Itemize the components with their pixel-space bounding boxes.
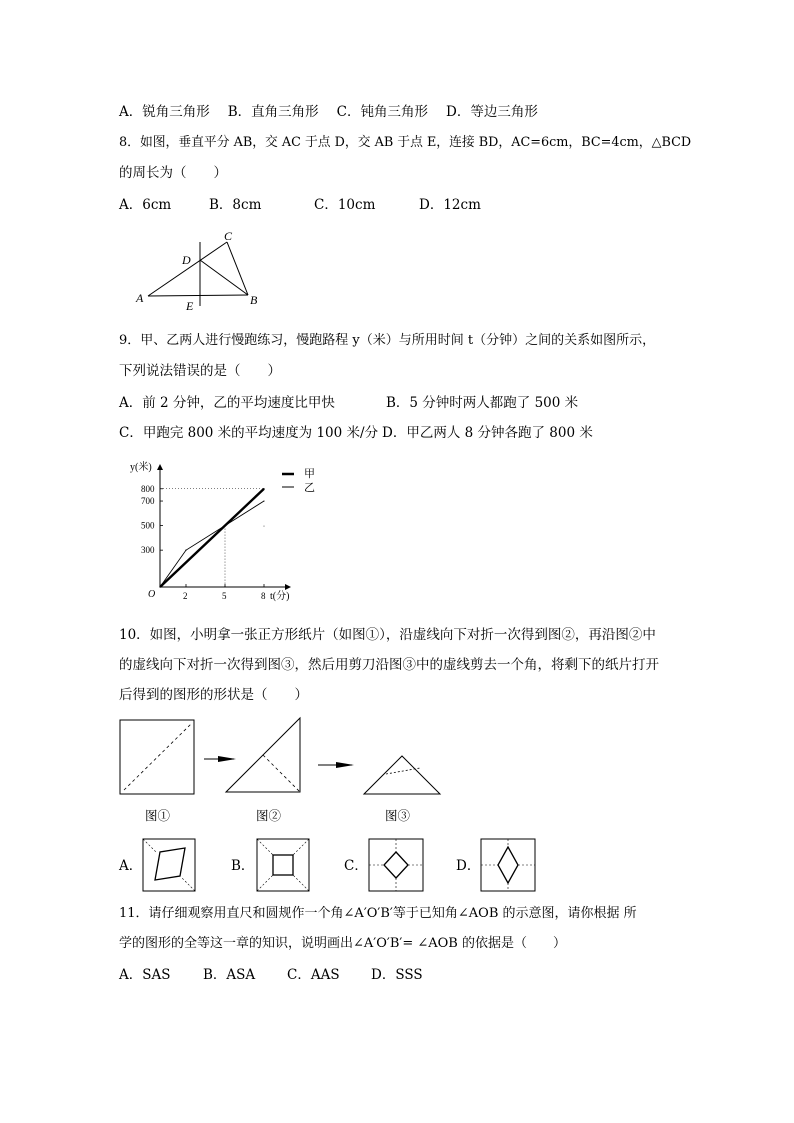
x-axis-label: t(分) bbox=[270, 591, 290, 602]
q9-options-row2 bbox=[119, 423, 593, 443]
legend-label-jia: 甲 bbox=[304, 468, 315, 480]
chart-legend bbox=[282, 467, 315, 494]
arrow-1-head bbox=[218, 756, 236, 762]
q11-option-c: C．AAS bbox=[287, 967, 340, 983]
q8-option-a: A．6cm bbox=[119, 197, 172, 213]
x-tick-label-2: 2 bbox=[183, 591, 188, 601]
q10-option-c-figure bbox=[368, 838, 424, 892]
segment-ab bbox=[148, 295, 248, 296]
q9-stem-line1: 9．甲、乙两人进行慢跑练习，慢跑路程 y（米）与所用时间 t（分钟）之间的关系如图所示， bbox=[119, 333, 656, 348]
point-yi-8 bbox=[263, 500, 264, 501]
q7-options bbox=[119, 102, 538, 122]
q9-option-c: C．甲跑完 800 米的平均速度为 100 米/分 bbox=[119, 425, 379, 441]
arrow-2-head bbox=[336, 762, 354, 768]
q10-option-b-label: B． bbox=[231, 858, 255, 874]
q7-option-b: B．直角三角形 bbox=[227, 104, 319, 120]
q9-chart bbox=[120, 455, 330, 610]
option-b-dash bbox=[293, 875, 309, 891]
q9-stem-line2: 下列说法错误的是（ ） bbox=[119, 363, 281, 379]
q8-stem-line1: 8．如图，垂直平分 AB，交 AC 于点 D，交 AB 于点 E，连接 BD，AC=6cm，BC=4cm，△BCD bbox=[119, 135, 692, 150]
origin-label: O bbox=[148, 589, 156, 600]
q10-option-a-figure bbox=[142, 838, 196, 892]
label-b: B bbox=[250, 293, 258, 307]
caption-fig2: 图② bbox=[256, 808, 282, 823]
y-tick-label-700: 700 bbox=[141, 496, 155, 507]
q8-option-c: C．10cm bbox=[314, 197, 376, 213]
point-yi-2 bbox=[185, 550, 186, 551]
q11-option-a: A．SAS bbox=[119, 967, 171, 983]
q9-options-row1 bbox=[119, 393, 578, 413]
option-a-square bbox=[143, 839, 195, 891]
q8-triangle-figure bbox=[130, 226, 270, 314]
series-line-jia bbox=[160, 489, 264, 587]
y-tick-label-500: 500 bbox=[141, 520, 155, 531]
label-d: D bbox=[182, 253, 191, 267]
q11-option-d: D．SSS bbox=[371, 967, 423, 983]
q8-options bbox=[119, 195, 481, 215]
q9-option-d: D．甲乙两人 8 分钟各跑了 800 米 bbox=[382, 425, 593, 441]
option-b-hole bbox=[273, 855, 293, 875]
q9-option-a: A．前 2 分钟，乙的平均速度比甲快 bbox=[119, 395, 335, 411]
q8-option-b: B．8cm bbox=[209, 197, 262, 213]
q11-stem-line2: 学的图形的全等这一章的知识，说明画出∠A′O′B′= ∠AOB 的依据是（ ） bbox=[119, 936, 566, 951]
q10-stem-line2: 的虚线向下对折一次得到图③，然后用剪刀沿图③中的虚线剪去一个角，将剩下的纸片打开 bbox=[119, 657, 659, 673]
option-c-hole bbox=[384, 852, 408, 878]
caption-fig1: 图① bbox=[145, 808, 171, 823]
option-b-dash bbox=[257, 839, 273, 855]
q7-option-c: C．钝角三角形 bbox=[336, 104, 429, 120]
x-tick-label-5: 5 bbox=[222, 591, 227, 601]
fig1-fold-line bbox=[124, 724, 191, 790]
fig3-triangle bbox=[364, 756, 440, 794]
x-tick-label-8: 8 bbox=[261, 591, 266, 601]
q8-option-d: D．12cm bbox=[419, 197, 481, 213]
series-line-yi bbox=[160, 501, 264, 587]
label-e: E bbox=[186, 299, 194, 313]
q11-option-b: B．ASA bbox=[203, 967, 256, 983]
point-jia-8 bbox=[263, 488, 264, 489]
q10-option-c-label: C． bbox=[344, 858, 368, 874]
q8-stem-line2: 的周长为（ ） bbox=[119, 165, 227, 181]
q10-option-a-label: A． bbox=[119, 858, 143, 874]
option-a-hole bbox=[155, 848, 185, 880]
label-c: C bbox=[224, 229, 233, 243]
caption-fig3: 图③ bbox=[385, 808, 411, 823]
q7-option-d: D．等边三角形 bbox=[446, 104, 538, 120]
q10-option-d-label: D． bbox=[456, 858, 481, 874]
q11-stem-line1: 11．请仔细观察用直尺和圆规作一个角∠A′O′B′等于已知角∠AOB 的示意图，请你根据 所 bbox=[119, 906, 637, 921]
q7-option-a: A．锐角三角形 bbox=[119, 104, 210, 120]
q10-option-b-figure bbox=[256, 838, 310, 892]
option-a-dash bbox=[181, 877, 195, 891]
y-tick-label-300: 300 bbox=[141, 545, 155, 556]
option-b-dash bbox=[257, 875, 273, 891]
y-axis-label: y(米) bbox=[130, 462, 152, 473]
legend-label-yi: 乙 bbox=[304, 482, 315, 494]
fig3-cut-line bbox=[386, 768, 420, 774]
q10-folding-steps bbox=[118, 716, 443, 798]
option-d-hole bbox=[498, 847, 518, 883]
q10-stem-line1: 10．如图，小明拿一张正方形纸片（如图①），沿虚线向下对折一次得到图②，再沿图②中 bbox=[119, 627, 656, 643]
y-tick-label-800: 800 bbox=[141, 483, 155, 494]
option-b-square bbox=[257, 839, 309, 891]
point-yi-0 bbox=[159, 586, 160, 587]
label-a: A bbox=[136, 291, 144, 305]
option-b-dash bbox=[293, 839, 309, 855]
segment-ac bbox=[148, 242, 227, 296]
fig1-square bbox=[120, 720, 194, 794]
option-a-dash bbox=[143, 839, 156, 852]
q9-option-b: B．5 分钟时两人都跑了 500 米 bbox=[386, 395, 579, 411]
q10-option-d-figure bbox=[480, 838, 536, 892]
q10-stem-line3: 后得到的图形的形状是（ ） bbox=[119, 687, 308, 703]
q11-options bbox=[119, 965, 423, 985]
fig2-fold-line bbox=[263, 755, 300, 792]
